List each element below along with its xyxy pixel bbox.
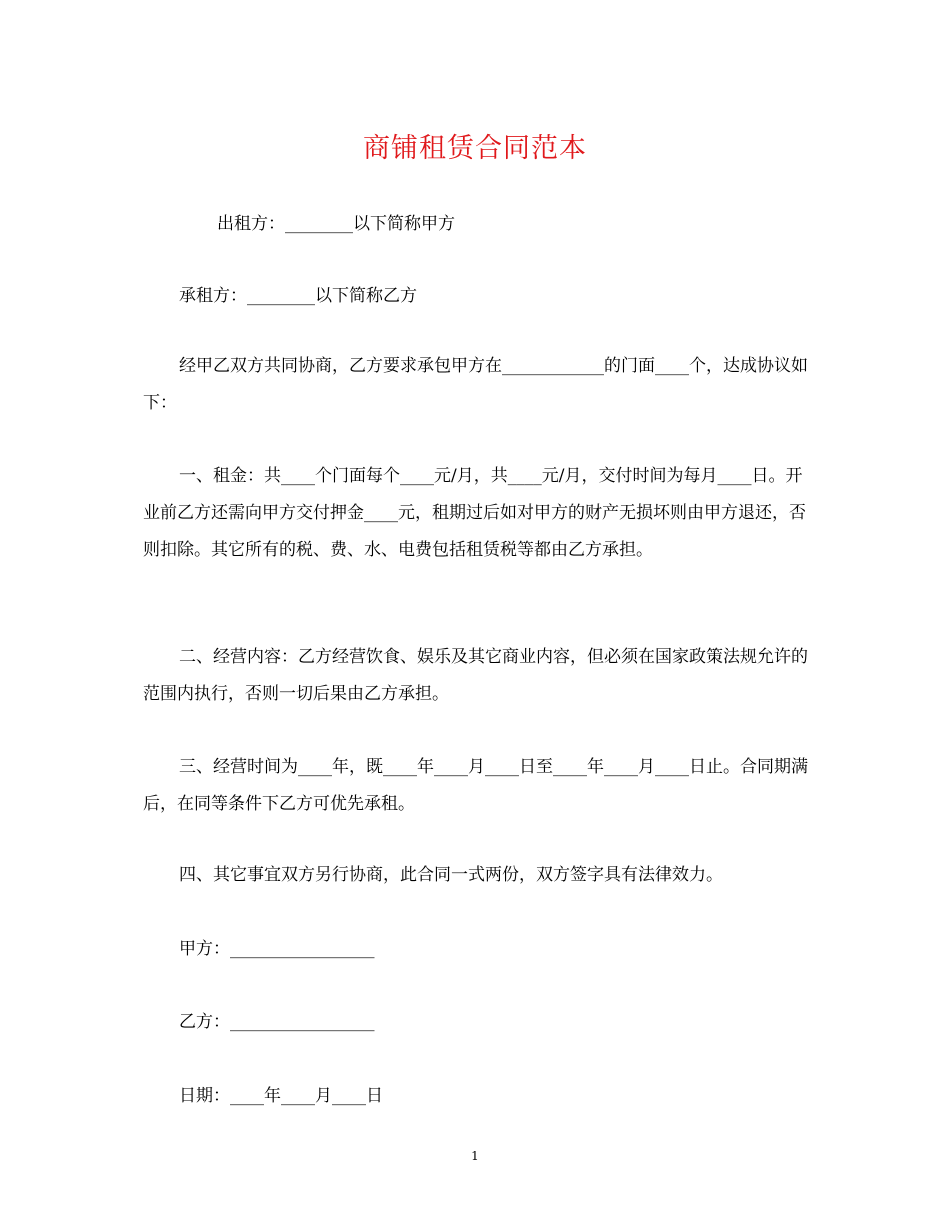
clause-business-term: 三、经营时间为____年，既____年____月____日至____年____月____日止。合同期满后，在同等条件下乙方可优先承租。 [143,757,808,814]
lessee-line: 承租方：________以下简称乙方 [179,286,417,306]
page-number: 1 [471,1149,479,1163]
party-a-signature-line: 甲方：_________________ [179,939,375,959]
intro-paragraph: 经甲乙双方共同协商，乙方要求承包甲方在____________的门面____个，达成协议如下： [143,356,808,413]
document-title: 商铺租赁合同范本 [363,133,587,164]
lessor-line: 出租方：________以下简称甲方 [217,214,455,234]
clause-business-content: 二、经营内容：乙方经营饮食、娱乐及其它商业内容，但必须在国家政策法规允许的范围内执行，否则一切后果由乙方承担。 [143,647,808,704]
party-b-signature-line: 乙方：_________________ [179,1012,375,1032]
date-line: 日期：____年____月____日 [179,1086,383,1106]
clause-rent: 一、租金：共____个门面每个____元/月，共____元/月，交付时间为每月____日。开业前乙方还需向甲方交付押金____元，租期过后如对甲方的财产无损坏则由甲方退还，否则扣除。其它所有的税、费、水、电费包括租赁税等都由乙方承担。 [143,466,806,560]
clause-other-matters: 四、其它事宜双方另行协商，此合同一式两份，双方签字具有法律效力。 [179,865,723,885]
